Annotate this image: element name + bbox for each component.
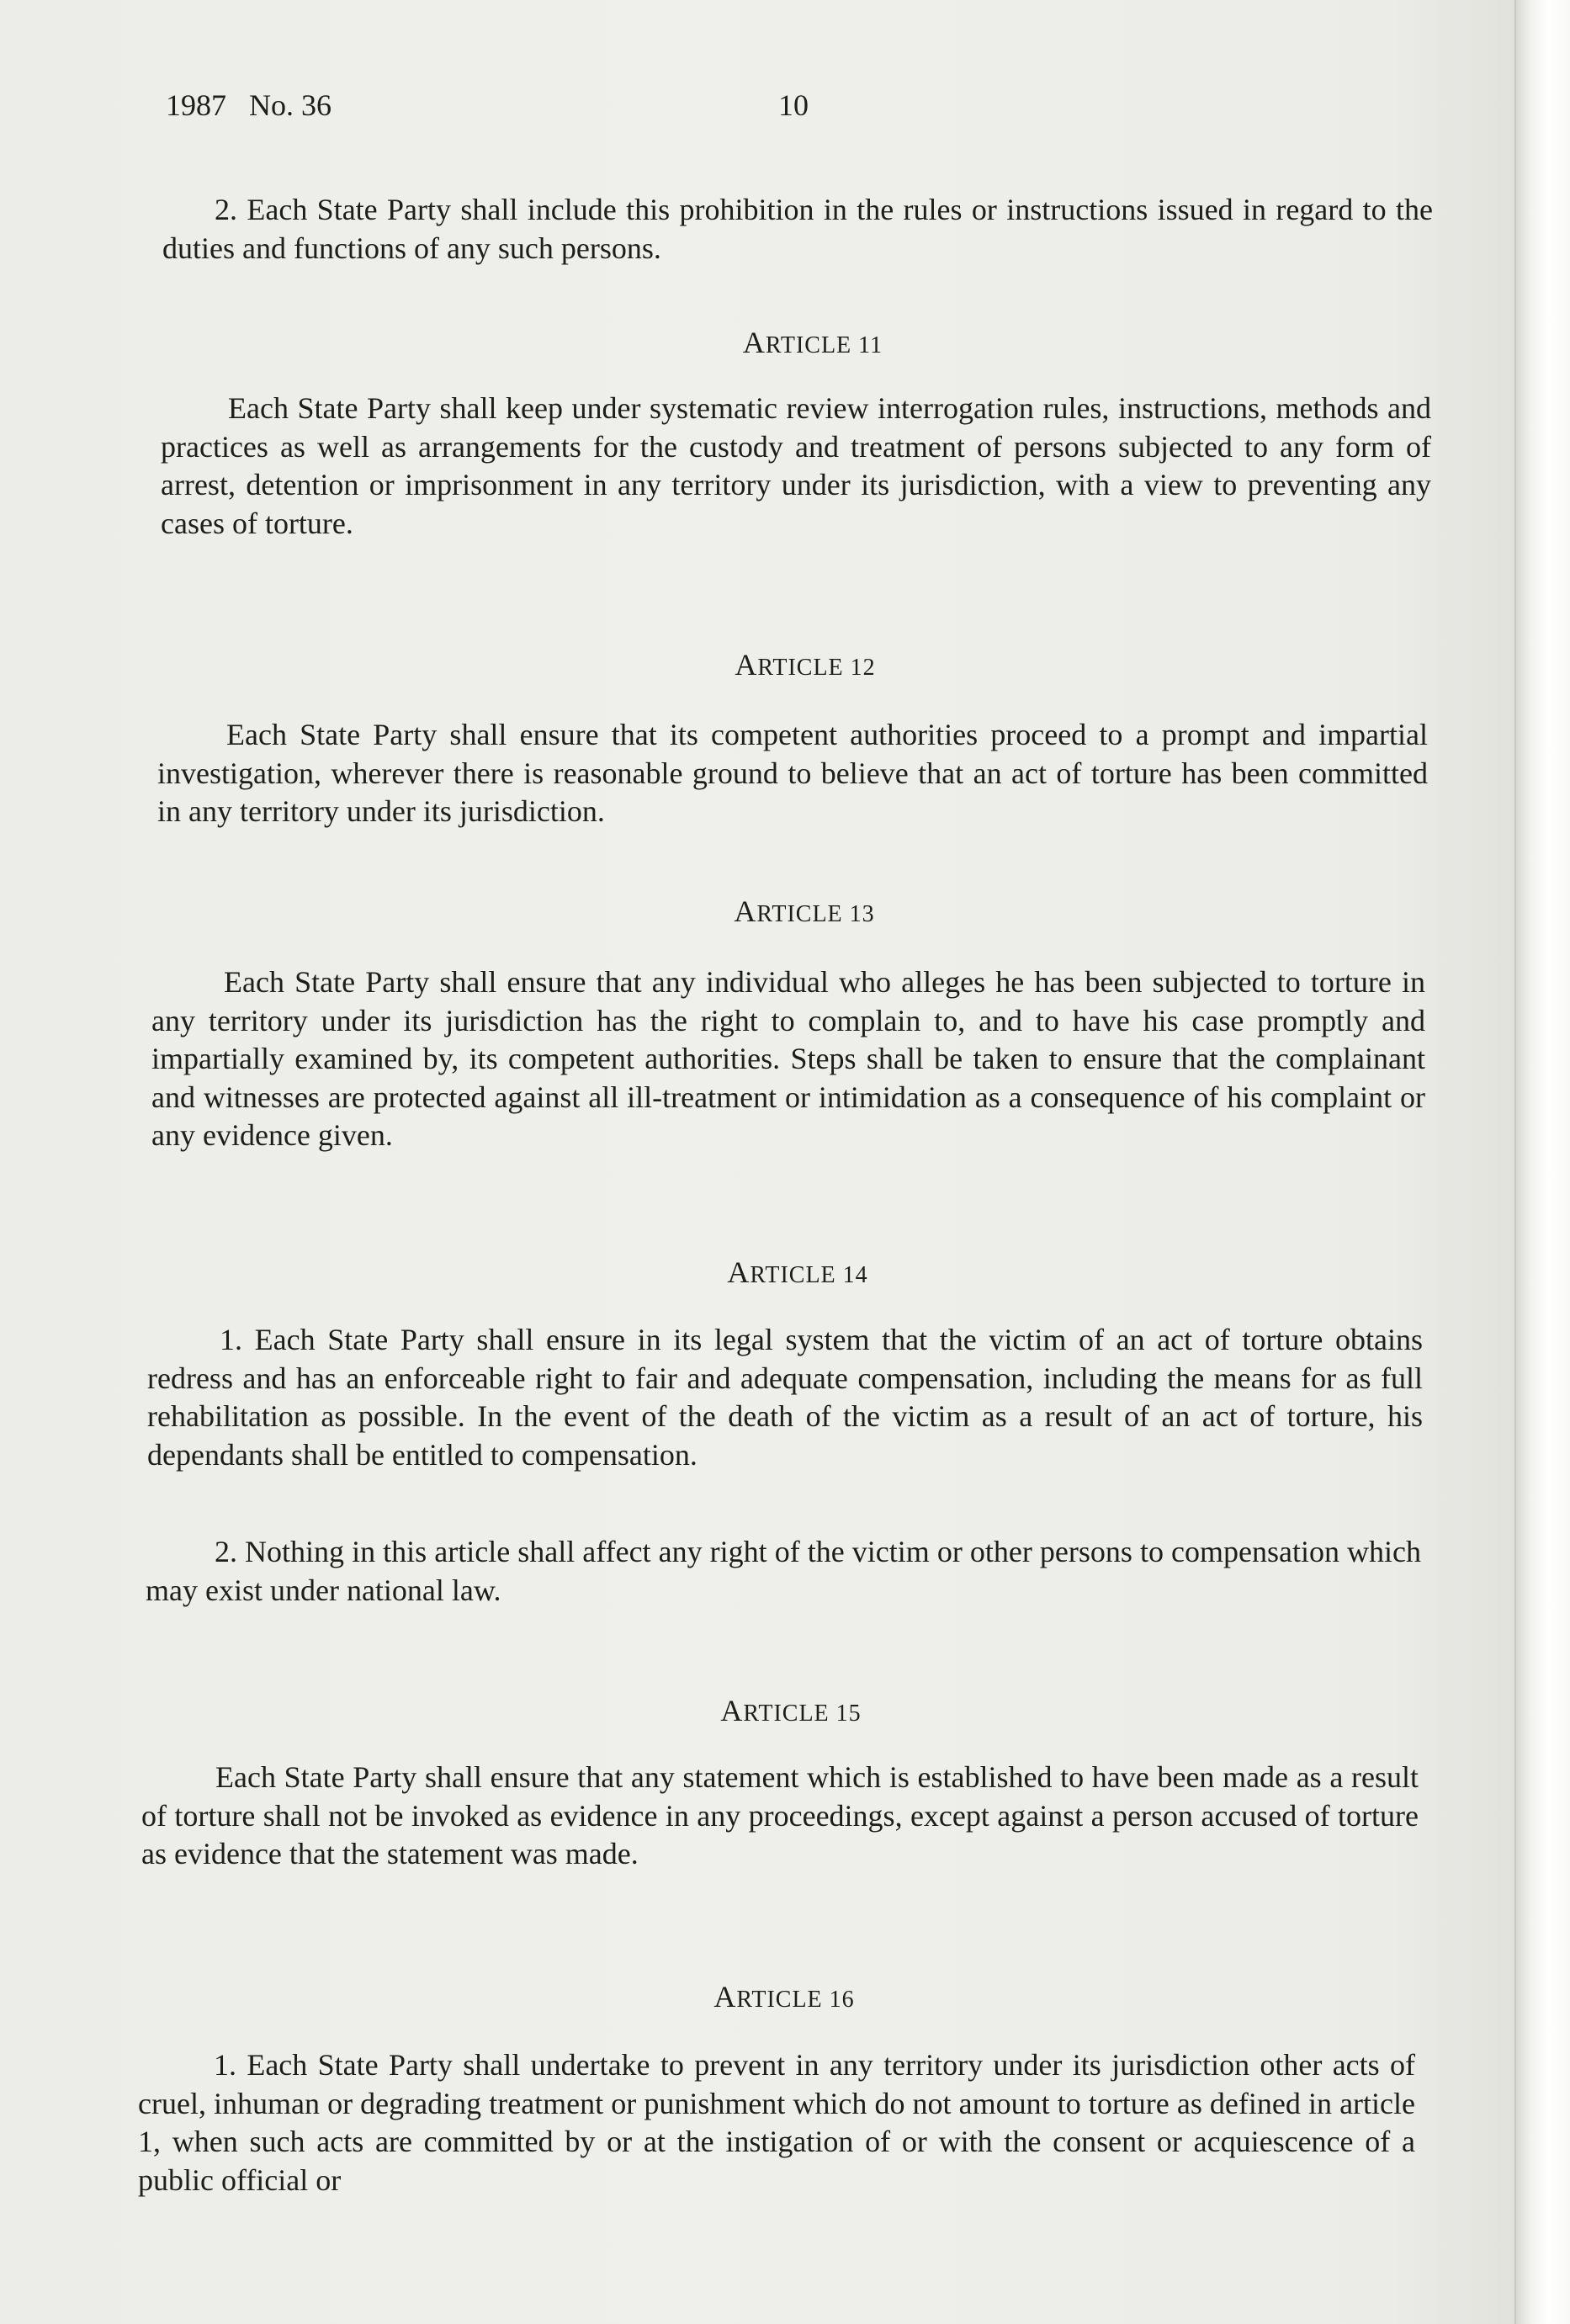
article-16-heading: ARTICLE 16 xyxy=(713,1980,855,2014)
article-15-heading: ARTICLE 15 xyxy=(720,1694,862,1727)
article-11-heading: ARTICLE 11 xyxy=(742,326,883,359)
article-11-paragraph: Each State Party shall keep under systematic review interrogation rules, instructions, methods and practices as well as arrangements for the custody and treatment of persons subjected to any form of arrest, detention or imprisonment in any territory under its jurisdiction, with a view to preventing any cases of torture. xyxy=(161,391,1431,540)
article-15-paragraph: Each State Party shall ensure that any statement which is established to have been made as a result of torture shall not be invoked as evidence in any proceedings, except against a person accused of torture as evidence that the statement was made. xyxy=(141,1760,1419,1870)
article-14-paragraph-2: 2. Nothing in this article shall affect any right of the victim or other persons to compensation which may exist under national law. xyxy=(146,1535,1421,1607)
article-10-paragraph-2: 2. Each State Party shall include this prohibition in the rules or instructions issued in regard to the duties and functions of any such persons. xyxy=(162,193,1433,265)
year-and-number: 1987 No. 36 xyxy=(166,88,332,122)
article-13-paragraph: Each State Party shall ensure that any individual who alleges he has been subjected to torture in any territory under its jurisdiction has the right to complain to, and to have his case promptly and impartially examined by, its competent authorities. Steps shall be taken to ensure that the complainant and witnesses are protected against all ill-treatment or intimidation as a consequence of his complaint or any evidence given. xyxy=(151,965,1425,1152)
article-14-paragraph-1: 1. Each State Party shall ensure in its legal system that the victim of an act of torture obtains redress and has an enforceable right to fair and adequate compensation, including the means for as full rehabilitation as possible. In the event of the death of the victim as a result of an act of torture, his dependants shall be entitled to compensation. xyxy=(147,1323,1423,1472)
running-header xyxy=(166,88,1428,130)
article-12-heading: ARTICLE 12 xyxy=(735,648,876,682)
article-13-heading: ARTICLE 13 xyxy=(734,894,875,928)
page-edge xyxy=(1514,0,1570,2324)
article-12-paragraph: Each State Party shall ensure that its competent authorities proceed to a prompt and impartial investigation, wherever there is reasonable ground to believe that an act of torture has been committed in any territory under its jurisdiction. xyxy=(157,718,1428,828)
article-14-heading: ARTICLE 14 xyxy=(727,1255,868,1289)
page-number: 10 xyxy=(778,88,809,122)
article-16-paragraph-1: 1. Each State Party shall undertake to prevent in any territory under its jurisdiction other acts of cruel, inhuman or degrading treatment or punishment which do not amount to torture as defined in article 1, when such acts are committed by or at the instigation of or with the consent or acquiescence of a public official or xyxy=(138,2048,1415,2197)
